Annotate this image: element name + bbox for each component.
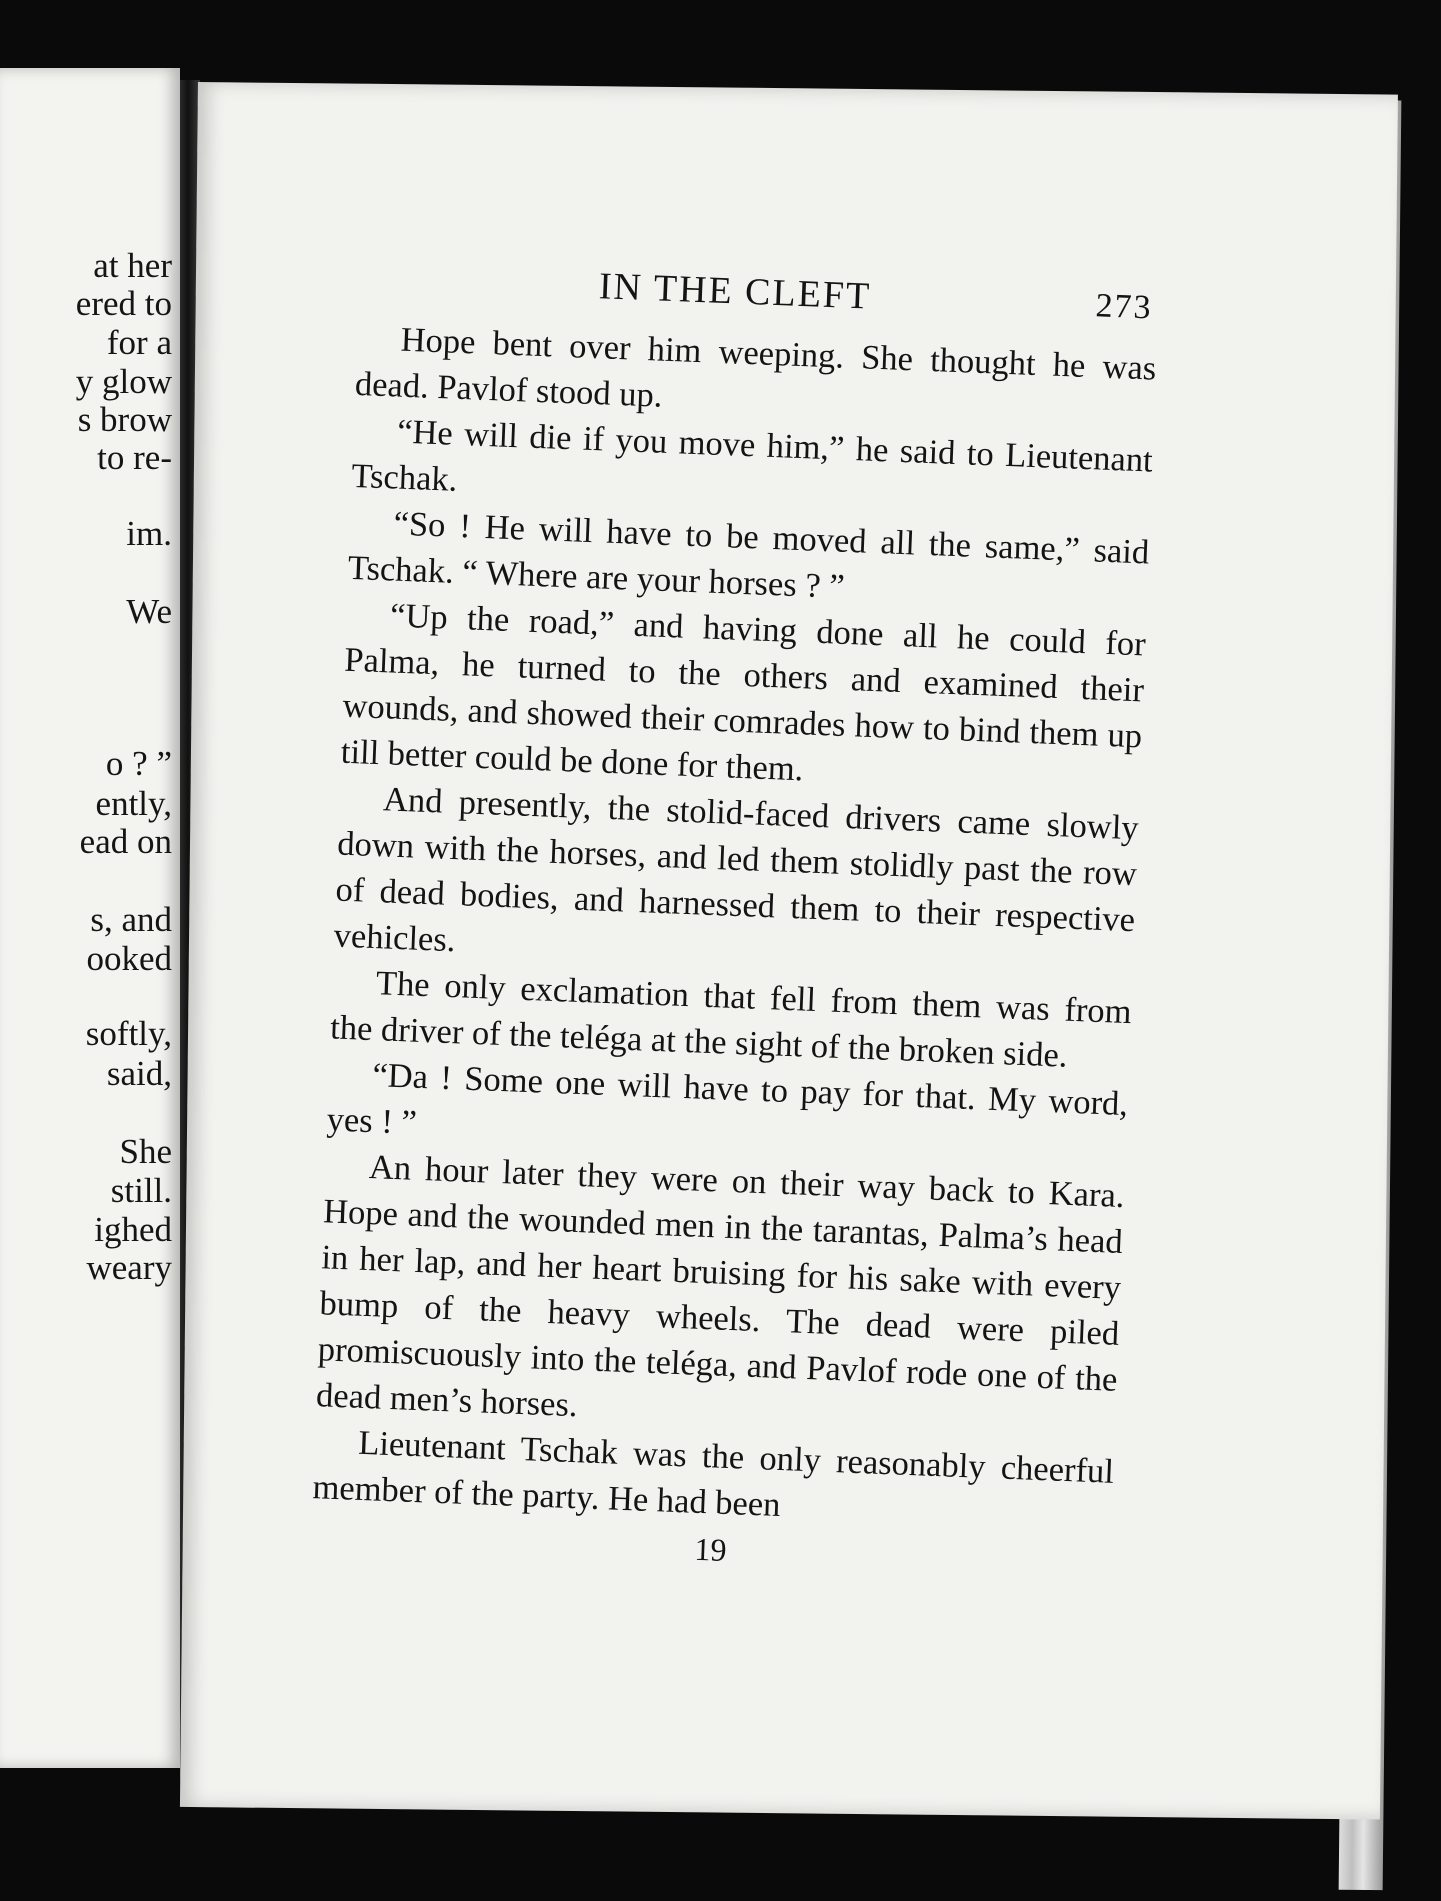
left-page-line: o ? ” [105,744,172,783]
running-title: IN THE CLEFT [598,265,872,318]
signature-mark: 19 [693,1530,728,1569]
left-page-line: still. [110,1171,172,1210]
left-facing-page [0,68,180,1768]
paragraph: The only exclamation that fell from them was from the driver of the teléga at the sight of the broken side. [329,964,1133,1075]
left-page-line: im. [126,514,172,553]
left-page-line: for a [106,323,172,362]
page-text-block [310,255,1159,1584]
paragraph: And presently, the stolid-faced drivers came slowly down with the horses, and led them stolidly past the row of dead bodies, and harnessed them to their respective vehicles. [333,780,1140,960]
left-page-line: She [119,1132,172,1171]
paragraph: Lieutenant Tschak was the only reasonably cheerful member of the party. He had been [311,1423,1115,1525]
left-page-line: weary [86,1248,172,1287]
left-page-line: said, [106,1054,172,1093]
left-page-line: ead on [79,822,172,861]
page-number: 273 [1094,287,1154,327]
paragraph: “He will die if you move him,” he said to Lieutenant Tschak. [350,412,1154,499]
left-page-line: ighed [94,1210,172,1249]
paragraph: Hope bent over him weeping. She thought he was dead. Pavlof stood up. [354,320,1157,415]
left-page-line: y glow [75,362,172,401]
paragraph: “Up the road,” and having done all he could for Palma, he turned to the others and examined their wounds, and showed their comrades how to bind them up till better could be done for them. [340,596,1147,789]
paragraph: An hour later they were on their way back to Kara. Hope and the wounded men in the tarantas, Palma’s head in her lap, and her heart bruising for his sake with every bump of the heavy wheels. The dead were piled promiscuously into the teléga, and Pavlof rode one of the dead men’s horses. [315,1148,1126,1425]
left-page-line: at her [93,246,172,285]
left-page-line: s brow [77,400,172,439]
left-page-line: ooked [86,939,172,978]
left-page-line: We [126,592,172,631]
paragraph: “So ! He will have to be moved all the same,” said Tschak. “ Where are your horses ? ” [347,504,1150,606]
left-page-line: to re- [97,438,172,477]
left-page-line: ently, [95,784,172,823]
paragraph: “Da ! Some one will have to pay for that. My word, yes ! ” [326,1056,1129,1142]
left-page-line: softly, [85,1014,172,1053]
left-page-line: s, and [90,900,172,939]
left-page-line: ered to [75,284,172,323]
